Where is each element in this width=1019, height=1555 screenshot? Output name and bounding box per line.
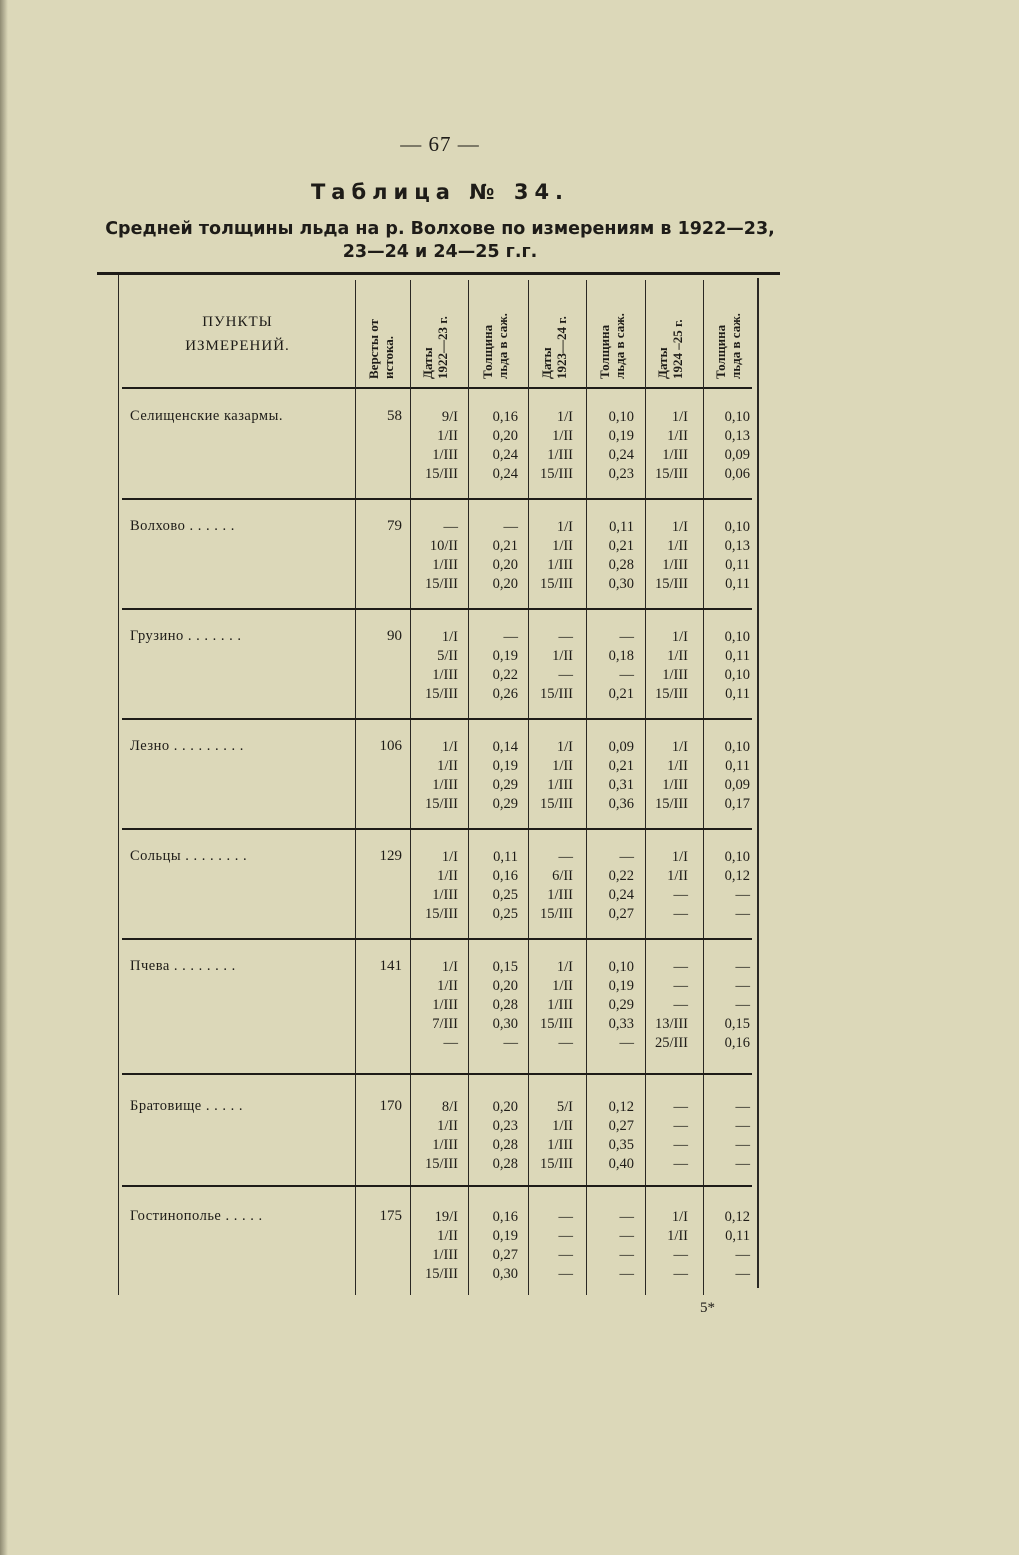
cell-value: 15/III <box>539 686 573 702</box>
cell-value: 0,12 <box>724 868 750 884</box>
row-point-name: Сольцы . . . . . . . . <box>130 848 248 864</box>
cell-value: 0,22 <box>608 868 634 884</box>
cell-value: 0,11 <box>725 576 750 592</box>
cell-value: — <box>503 629 518 645</box>
cell-value: 1/II <box>437 428 458 444</box>
cell-value: — <box>558 1247 573 1263</box>
cell-value: — <box>735 887 750 903</box>
cell-value: 0,21 <box>608 538 634 554</box>
cell-value: 1/II <box>552 758 573 774</box>
cell-value: 1/I <box>556 959 573 975</box>
cell-value: 1/III <box>547 997 573 1013</box>
cell-value: 1/II <box>552 1118 573 1134</box>
cell-value: 1/III <box>547 557 573 573</box>
cell-d3 <box>640 1098 688 1174</box>
cell-value: 0,28 <box>492 1137 518 1153</box>
row-versta: 175 <box>379 1208 402 1224</box>
cell-t1 <box>470 1208 518 1284</box>
cell-value: — <box>558 1035 573 1051</box>
cell-value: — <box>735 1266 750 1282</box>
header-versts: Версты от истока. <box>366 319 396 379</box>
row-versta: 129 <box>379 848 402 864</box>
cell-value: — <box>503 519 518 535</box>
cell-value: 0,33 <box>608 1016 634 1032</box>
row-separator <box>122 1185 752 1187</box>
cell-value: 0,24 <box>608 887 634 903</box>
cell-t1 <box>470 738 518 814</box>
cell-value: 0,19 <box>608 978 634 994</box>
cell-value: 0,18 <box>608 648 634 664</box>
cell-d3 <box>640 1208 688 1284</box>
cell-value: 1/I <box>441 849 458 865</box>
cell-value: 25/III <box>654 1035 688 1051</box>
cell-t3 <box>698 1208 750 1284</box>
cell-value: 0,19 <box>492 648 518 664</box>
cell-value: 1/II <box>552 538 573 554</box>
cell-value: 0,30 <box>492 1266 518 1282</box>
cell-t2 <box>586 518 634 594</box>
cell-d1 <box>410 1098 458 1174</box>
cell-value: 0,23 <box>608 466 634 482</box>
cell-t1 <box>470 848 518 924</box>
cell-value: — <box>735 906 750 922</box>
cell-value: 1/II <box>667 538 688 554</box>
cell-value: — <box>673 1247 688 1263</box>
cell-value: 0,27 <box>608 906 634 922</box>
header-points: ПУНКТЫ ИЗМЕРЕНИЙ. <box>185 314 290 354</box>
cell-value: 0,15 <box>724 1016 750 1032</box>
cell-value: 1/III <box>547 777 573 793</box>
cell-value: — <box>735 978 750 994</box>
cell-value: — <box>619 629 634 645</box>
cell-value: 0,28 <box>492 997 518 1013</box>
cell-value: 15/III <box>654 796 688 812</box>
cell-value: 0,11 <box>725 686 750 702</box>
cell-value: 15/III <box>654 686 688 702</box>
cell-value: 0,13 <box>724 538 750 554</box>
cell-value: — <box>503 1035 518 1051</box>
cell-value: 0,10 <box>608 409 634 425</box>
cell-value: 1/I <box>556 739 573 755</box>
cell-d2 <box>525 1208 573 1284</box>
cell-value: 0,25 <box>492 887 518 903</box>
cell-d3 <box>640 738 688 814</box>
cell-value: 0,24 <box>492 447 518 463</box>
col-divider-versta <box>355 280 356 1295</box>
cell-value: 15/III <box>539 466 573 482</box>
cell-value: 1/II <box>437 868 458 884</box>
cell-value: — <box>443 1035 458 1051</box>
cell-value: 0,11 <box>609 519 634 535</box>
cell-value: 0,10 <box>724 849 750 865</box>
cell-t2 <box>586 1208 634 1284</box>
row-versta: 79 <box>387 518 402 534</box>
cell-value: 0,11 <box>725 758 750 774</box>
cell-value: 0,11 <box>725 1228 750 1244</box>
cell-value: 0,06 <box>724 466 750 482</box>
row-point-name: Братовище . . . . . <box>130 1098 243 1114</box>
cell-value: 0,09 <box>608 739 634 755</box>
cell-value: 0,24 <box>492 466 518 482</box>
left-border <box>118 275 119 1295</box>
cell-t3 <box>698 848 750 924</box>
cell-value: 0,21 <box>492 538 518 554</box>
page-edge-shadow <box>0 0 8 1555</box>
cell-value: 0,10 <box>724 739 750 755</box>
cell-value: 1/I <box>441 629 458 645</box>
header-dates-1924: Даты 1924 –25 г. <box>655 319 685 379</box>
cell-value: 5/II <box>437 648 458 664</box>
cell-value: 0,16 <box>492 868 518 884</box>
cell-value: — <box>735 1137 750 1153</box>
page-number: — 67 — <box>400 132 480 156</box>
row-point-name: Пчева . . . . . . . . <box>130 958 236 974</box>
cell-value: — <box>558 849 573 865</box>
cell-value: 0,29 <box>492 796 518 812</box>
cell-value: — <box>558 667 573 683</box>
cell-value: 1/III <box>432 667 458 683</box>
cell-d1 <box>410 628 458 704</box>
cell-value: 0,35 <box>608 1137 634 1153</box>
row-separator <box>122 828 752 830</box>
table-subtitle <box>90 218 790 264</box>
cell-value: — <box>673 906 688 922</box>
cell-value: — <box>673 1099 688 1115</box>
cell-value: 1/III <box>432 557 458 573</box>
cell-t1 <box>470 628 518 704</box>
cell-value: 1/II <box>552 428 573 444</box>
cell-value: 5/I <box>556 1099 573 1115</box>
cell-value: 1/I <box>441 739 458 755</box>
cell-d2 <box>525 518 573 594</box>
cell-value: 1/II <box>667 428 688 444</box>
cell-value: 1/I <box>671 739 688 755</box>
cell-t1 <box>470 1098 518 1174</box>
cell-t3 <box>698 408 750 484</box>
cell-value: 1/II <box>552 648 573 664</box>
cell-value: 0,09 <box>724 777 750 793</box>
right-border <box>757 278 759 1288</box>
row-point-name: Грузино . . . . . . . <box>130 628 242 644</box>
cell-value: 0,15 <box>492 959 518 975</box>
cell-value: — <box>673 1266 688 1282</box>
header-dates-1922: Даты 1922—23 г. <box>420 316 450 379</box>
cell-d1 <box>410 738 458 814</box>
cell-value: — <box>619 1228 634 1244</box>
cell-value: 19/I <box>434 1209 458 1225</box>
row-separator <box>122 498 752 500</box>
subtitle-line-1: Средней толщины льда на р. Волхове по измерениям в 1922—23, <box>105 219 775 239</box>
cell-value: 1/II <box>437 758 458 774</box>
cell-value: 1/I <box>671 409 688 425</box>
cell-value: 0,30 <box>492 1016 518 1032</box>
cell-value: 0,23 <box>492 1118 518 1134</box>
cell-value: — <box>735 1247 750 1263</box>
cell-t1 <box>470 518 518 594</box>
cell-t2 <box>586 848 634 924</box>
cell-t3 <box>698 628 750 704</box>
cell-value: 10/II <box>429 538 458 554</box>
cell-value: 1/I <box>671 849 688 865</box>
cell-value: — <box>735 997 750 1013</box>
cell-value: 0,10 <box>724 519 750 535</box>
header-dates-1923: Даты 1923—24 г. <box>539 316 569 379</box>
cell-value: 1/II <box>437 1118 458 1134</box>
cell-d2 <box>525 848 573 924</box>
cell-d1 <box>410 518 458 594</box>
row-point-name: Лезно . . . . . . . . . <box>130 738 244 754</box>
cell-value: — <box>558 629 573 645</box>
cell-value: 15/III <box>539 1016 573 1032</box>
cell-value: 13/III <box>654 1016 688 1032</box>
cell-d3 <box>640 628 688 704</box>
cell-t3 <box>698 1098 750 1174</box>
cell-value: — <box>673 887 688 903</box>
cell-d1 <box>410 1208 458 1284</box>
cell-value: 1/III <box>432 997 458 1013</box>
cell-value: 0,10 <box>724 409 750 425</box>
cell-value: 1/III <box>432 1137 458 1153</box>
cell-value: 1/I <box>671 629 688 645</box>
row-versta: 58 <box>387 408 402 424</box>
cell-d3 <box>640 408 688 484</box>
cell-value: 0,30 <box>608 576 634 592</box>
cell-value: 6/II <box>552 868 573 884</box>
cell-value: 1/III <box>662 777 688 793</box>
row-separator <box>122 608 752 610</box>
cell-value: — <box>735 1118 750 1134</box>
cell-d3 <box>640 518 688 594</box>
cell-value: 0,12 <box>724 1209 750 1225</box>
cell-d1 <box>410 958 458 1053</box>
cell-value: 1/I <box>671 519 688 535</box>
cell-t1 <box>470 958 518 1053</box>
cell-value: 0,20 <box>492 428 518 444</box>
cell-value: 15/III <box>424 1156 458 1172</box>
cell-value: 0,28 <box>492 1156 518 1172</box>
cell-value: 1/I <box>441 959 458 975</box>
cell-value: 0,10 <box>724 629 750 645</box>
cell-value: — <box>443 519 458 535</box>
cell-value: 1/I <box>671 1209 688 1225</box>
cell-t1 <box>470 408 518 484</box>
cell-value: 0,29 <box>492 777 518 793</box>
cell-value: 0,14 <box>492 739 518 755</box>
row-separator <box>122 1073 752 1075</box>
cell-value: 15/III <box>654 466 688 482</box>
cell-value: — <box>673 997 688 1013</box>
cell-value: 0,12 <box>608 1099 634 1115</box>
cell-d2 <box>525 738 573 814</box>
cell-d2 <box>525 958 573 1053</box>
cell-value: 1/III <box>432 777 458 793</box>
cell-value: 15/III <box>424 1266 458 1282</box>
cell-value: — <box>619 1266 634 1282</box>
cell-value: 1/I <box>556 409 573 425</box>
cell-value: 1/III <box>547 1137 573 1153</box>
row-versta: 106 <box>379 738 402 754</box>
cell-value: — <box>735 1156 750 1172</box>
cell-value: 15/III <box>539 576 573 592</box>
cell-t3 <box>698 518 750 594</box>
cell-value: 0,36 <box>608 796 634 812</box>
cell-value: 0,24 <box>608 447 634 463</box>
cell-value: 15/III <box>539 1156 573 1172</box>
header-bottom-rule <box>122 387 752 389</box>
cell-value: 0,19 <box>492 758 518 774</box>
cell-value: 0,09 <box>724 447 750 463</box>
cell-value: 0,10 <box>724 667 750 683</box>
col-divider-thick1 <box>468 280 469 1295</box>
cell-value: — <box>558 1209 573 1225</box>
cell-value: 0,13 <box>724 428 750 444</box>
cell-d2 <box>525 1098 573 1174</box>
cell-value: 0,22 <box>492 667 518 683</box>
cell-value: 1/II <box>667 868 688 884</box>
cell-value: — <box>735 959 750 975</box>
cell-value: 15/III <box>424 796 458 812</box>
cell-value: 0,11 <box>493 849 518 865</box>
cell-value: — <box>619 1035 634 1051</box>
cell-d1 <box>410 848 458 924</box>
cell-value: 0,29 <box>608 997 634 1013</box>
cell-value: 15/III <box>539 906 573 922</box>
cell-value: 1/II <box>667 1228 688 1244</box>
cell-value: — <box>558 1228 573 1244</box>
row-versta: 141 <box>379 958 402 974</box>
cell-value: 1/I <box>556 519 573 535</box>
cell-d3 <box>640 958 688 1053</box>
subtitle-line-2: 23—24 и 24—25 г.г. <box>342 242 538 262</box>
cell-value: 0,20 <box>492 576 518 592</box>
cell-value: 0,19 <box>492 1228 518 1244</box>
cell-value: 0,17 <box>724 796 750 812</box>
cell-value: 15/III <box>424 576 458 592</box>
cell-value: 1/III <box>547 447 573 463</box>
cell-value: 0,16 <box>492 1209 518 1225</box>
cell-value: — <box>673 1137 688 1153</box>
cell-value: 0,26 <box>492 686 518 702</box>
cell-value: 0,28 <box>608 557 634 573</box>
row-versta: 170 <box>379 1098 402 1114</box>
cell-value: 0,11 <box>725 557 750 573</box>
cell-value: 1/III <box>662 557 688 573</box>
table-top-rule <box>97 272 780 275</box>
row-point-name: Селищенские казармы. <box>130 408 283 424</box>
cell-value: 0,20 <box>492 1099 518 1115</box>
cell-value: — <box>673 959 688 975</box>
cell-value: 9/I <box>441 409 458 425</box>
cell-value: 0,19 <box>608 428 634 444</box>
row-separator <box>122 718 752 720</box>
cell-t2 <box>586 408 634 484</box>
cell-t3 <box>698 958 750 1053</box>
cell-value: 0,27 <box>492 1247 518 1263</box>
cell-value: 0,27 <box>608 1118 634 1134</box>
cell-value: 8/I <box>441 1099 458 1115</box>
cell-value: 1/III <box>432 887 458 903</box>
cell-d2 <box>525 408 573 484</box>
cell-value: 0,16 <box>492 409 518 425</box>
cell-value: 1/II <box>552 978 573 994</box>
cell-value: 0,11 <box>725 648 750 664</box>
cell-value: 0,31 <box>608 777 634 793</box>
cell-t3 <box>698 738 750 814</box>
cell-t2 <box>586 738 634 814</box>
cell-value: — <box>619 1247 634 1263</box>
cell-value: 7/III <box>432 1016 458 1032</box>
cell-value: 0,21 <box>608 758 634 774</box>
cell-value: 1/II <box>667 648 688 664</box>
cell-value: 0,20 <box>492 557 518 573</box>
cell-value: 1/III <box>662 447 688 463</box>
header-thickness-1922: Толщина льда в саж. <box>480 313 510 379</box>
header-thickness-1924: Толщина льда в саж. <box>713 313 743 379</box>
cell-value: 1/II <box>437 1228 458 1244</box>
row-versta: 90 <box>387 628 402 644</box>
cell-value: 1/II <box>667 758 688 774</box>
cell-value: 0,40 <box>608 1156 634 1172</box>
cell-d2 <box>525 628 573 704</box>
cell-value: — <box>558 1266 573 1282</box>
cell-value: 1/II <box>437 978 458 994</box>
row-point-name: Гостинополье . . . . . <box>130 1208 263 1224</box>
row-point-name: Волхово . . . . . . <box>130 518 235 534</box>
cell-value: 0,25 <box>492 906 518 922</box>
cell-t2 <box>586 958 634 1053</box>
cell-value: — <box>619 667 634 683</box>
cell-value: 1/III <box>432 447 458 463</box>
cell-value: 15/III <box>539 796 573 812</box>
cell-value: 15/III <box>424 466 458 482</box>
cell-value: 0,21 <box>608 686 634 702</box>
cell-value: — <box>619 1209 634 1225</box>
cell-value: 15/III <box>424 906 458 922</box>
cell-d3 <box>640 848 688 924</box>
cell-value: 0,20 <box>492 978 518 994</box>
cell-value: 15/III <box>654 576 688 592</box>
row-separator <box>122 938 752 940</box>
page-signature: 5* <box>700 1300 715 1316</box>
cell-value: — <box>619 849 634 865</box>
header-thickness-1923: Толщина льда в саж. <box>597 313 627 379</box>
cell-value: 15/III <box>424 686 458 702</box>
cell-t2 <box>586 1098 634 1174</box>
cell-value: — <box>735 1099 750 1115</box>
table-title: Таблица № 34. <box>310 180 570 204</box>
cell-value: — <box>673 978 688 994</box>
cell-value: 1/III <box>662 667 688 683</box>
cell-t2 <box>586 628 634 704</box>
cell-value: — <box>673 1156 688 1172</box>
cell-value: 0,16 <box>724 1035 750 1051</box>
cell-value: 1/III <box>547 887 573 903</box>
cell-value: — <box>673 1118 688 1134</box>
cell-d1 <box>410 408 458 484</box>
cell-value: 0,10 <box>608 959 634 975</box>
cell-value: 1/III <box>432 1247 458 1263</box>
